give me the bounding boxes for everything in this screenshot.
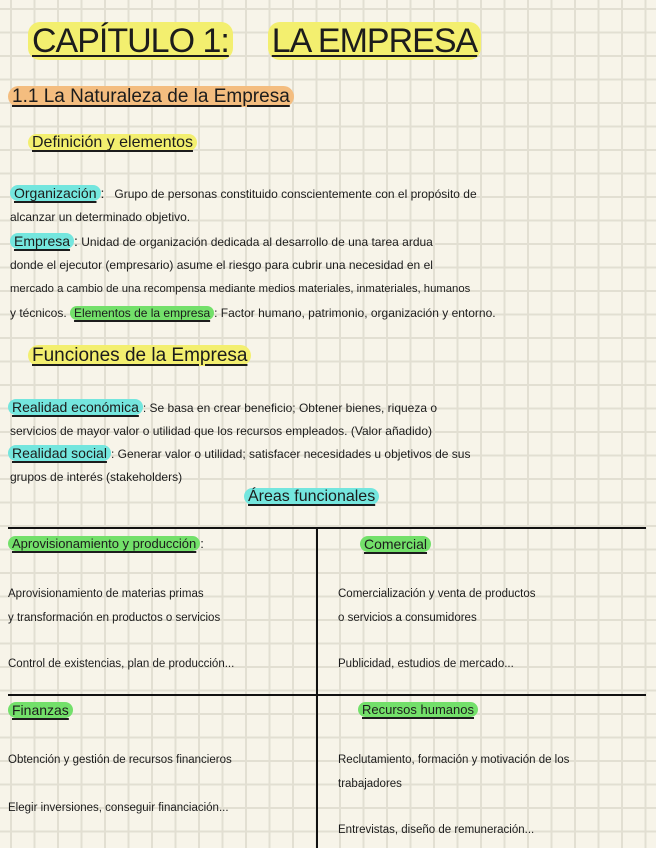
- term-elementos: Elementos de la empresa: [70, 306, 214, 320]
- function-social-cont: grupos de interés (stakeholders): [10, 470, 183, 484]
- area-title: Recursos humanos: [358, 702, 478, 717]
- term-realidad-economica: Realidad económica: [8, 399, 143, 415]
- area-cell-finanzas: [8, 702, 73, 718]
- function-economica-cont: servicios de mayor valor o utilidad que los recursos empleados. (Valor añadido): [10, 424, 432, 438]
- area-example: Elegir inversiones, conseguir financiación...: [8, 802, 229, 814]
- function-social: Realidad social : Generar valor o utilidad; satisfacer necesidades u objetivos de sus: [8, 442, 470, 467]
- area-example: Control de existencias, plan de producción...: [8, 658, 235, 670]
- area-title: Comercial: [360, 536, 431, 552]
- definition-empresa-line3: mercado a cambio de una recompensa mediante medios materiales, inmateriales, humanos: [10, 283, 471, 295]
- area-example: Entrevistas, diseño de remuneración...: [338, 824, 535, 836]
- term-empresa: Empresa: [10, 233, 74, 249]
- areas-heading: Áreas funcionales: [244, 488, 379, 506]
- definition-empresa-line2: donde el ejecutor (empresario) asume el riesgo para cubrir una necesidad en el: [10, 258, 433, 272]
- definitions-heading: Definición y elementos: [28, 134, 197, 152]
- area-desc: Aprovisionamiento de materias primas y transformación en productos o servicios: [8, 588, 221, 624]
- area-desc: Obtención y gestión de recursos financieros: [8, 754, 232, 766]
- area-cell-comercial: [360, 536, 431, 552]
- table-vertical-divider: [316, 527, 318, 848]
- definition-empresa-line4: y técnicos. Elementos de la empresa : Factor humano, patrimonio, organización y entorno.: [10, 306, 496, 320]
- term-organizacion: Organización: [10, 185, 101, 201]
- chapter-title: [28, 22, 481, 61]
- functions-heading: Funciones de la Empresa: [28, 345, 251, 367]
- definition-organizacion-cont: alcanzar un determinado objetivo.: [10, 210, 191, 224]
- definition-organizacion: Organización : Grupo de personas constituido conscientemente con el propósito de: [10, 182, 477, 207]
- section-title: 1.1 La Naturaleza de la Empresa: [8, 86, 294, 108]
- area-cell-recursos-humanos: [358, 702, 478, 717]
- table-top-border: [8, 527, 646, 529]
- definition-empresa: Empresa : Unidad de organización dedicada al desarrollo de una tarea ardua: [10, 230, 433, 255]
- area-cell-aprovisionamiento: Aprovisionamiento y producción :: [8, 536, 204, 551]
- table-middle-border: [8, 694, 646, 696]
- chapter-name: LA EMPRESA: [268, 22, 481, 60]
- term-realidad-social: Realidad social: [8, 445, 111, 461]
- chapter-number: CAPÍTULO 1:: [28, 22, 233, 60]
- function-economica: Realidad económica : Se basa en crear beneficio; Obtener bienes, riqueza o: [8, 396, 437, 421]
- area-desc: Comercialización y venta de productos o servicios a consumidores: [338, 588, 536, 624]
- area-title: Aprovisionamiento y producción: [8, 536, 200, 551]
- area-example: Publicidad, estudios de mercado...: [338, 658, 514, 670]
- area-title: Finanzas: [8, 702, 73, 718]
- area-desc: Reclutamiento, formación y motivación de los trabajadores: [338, 754, 570, 790]
